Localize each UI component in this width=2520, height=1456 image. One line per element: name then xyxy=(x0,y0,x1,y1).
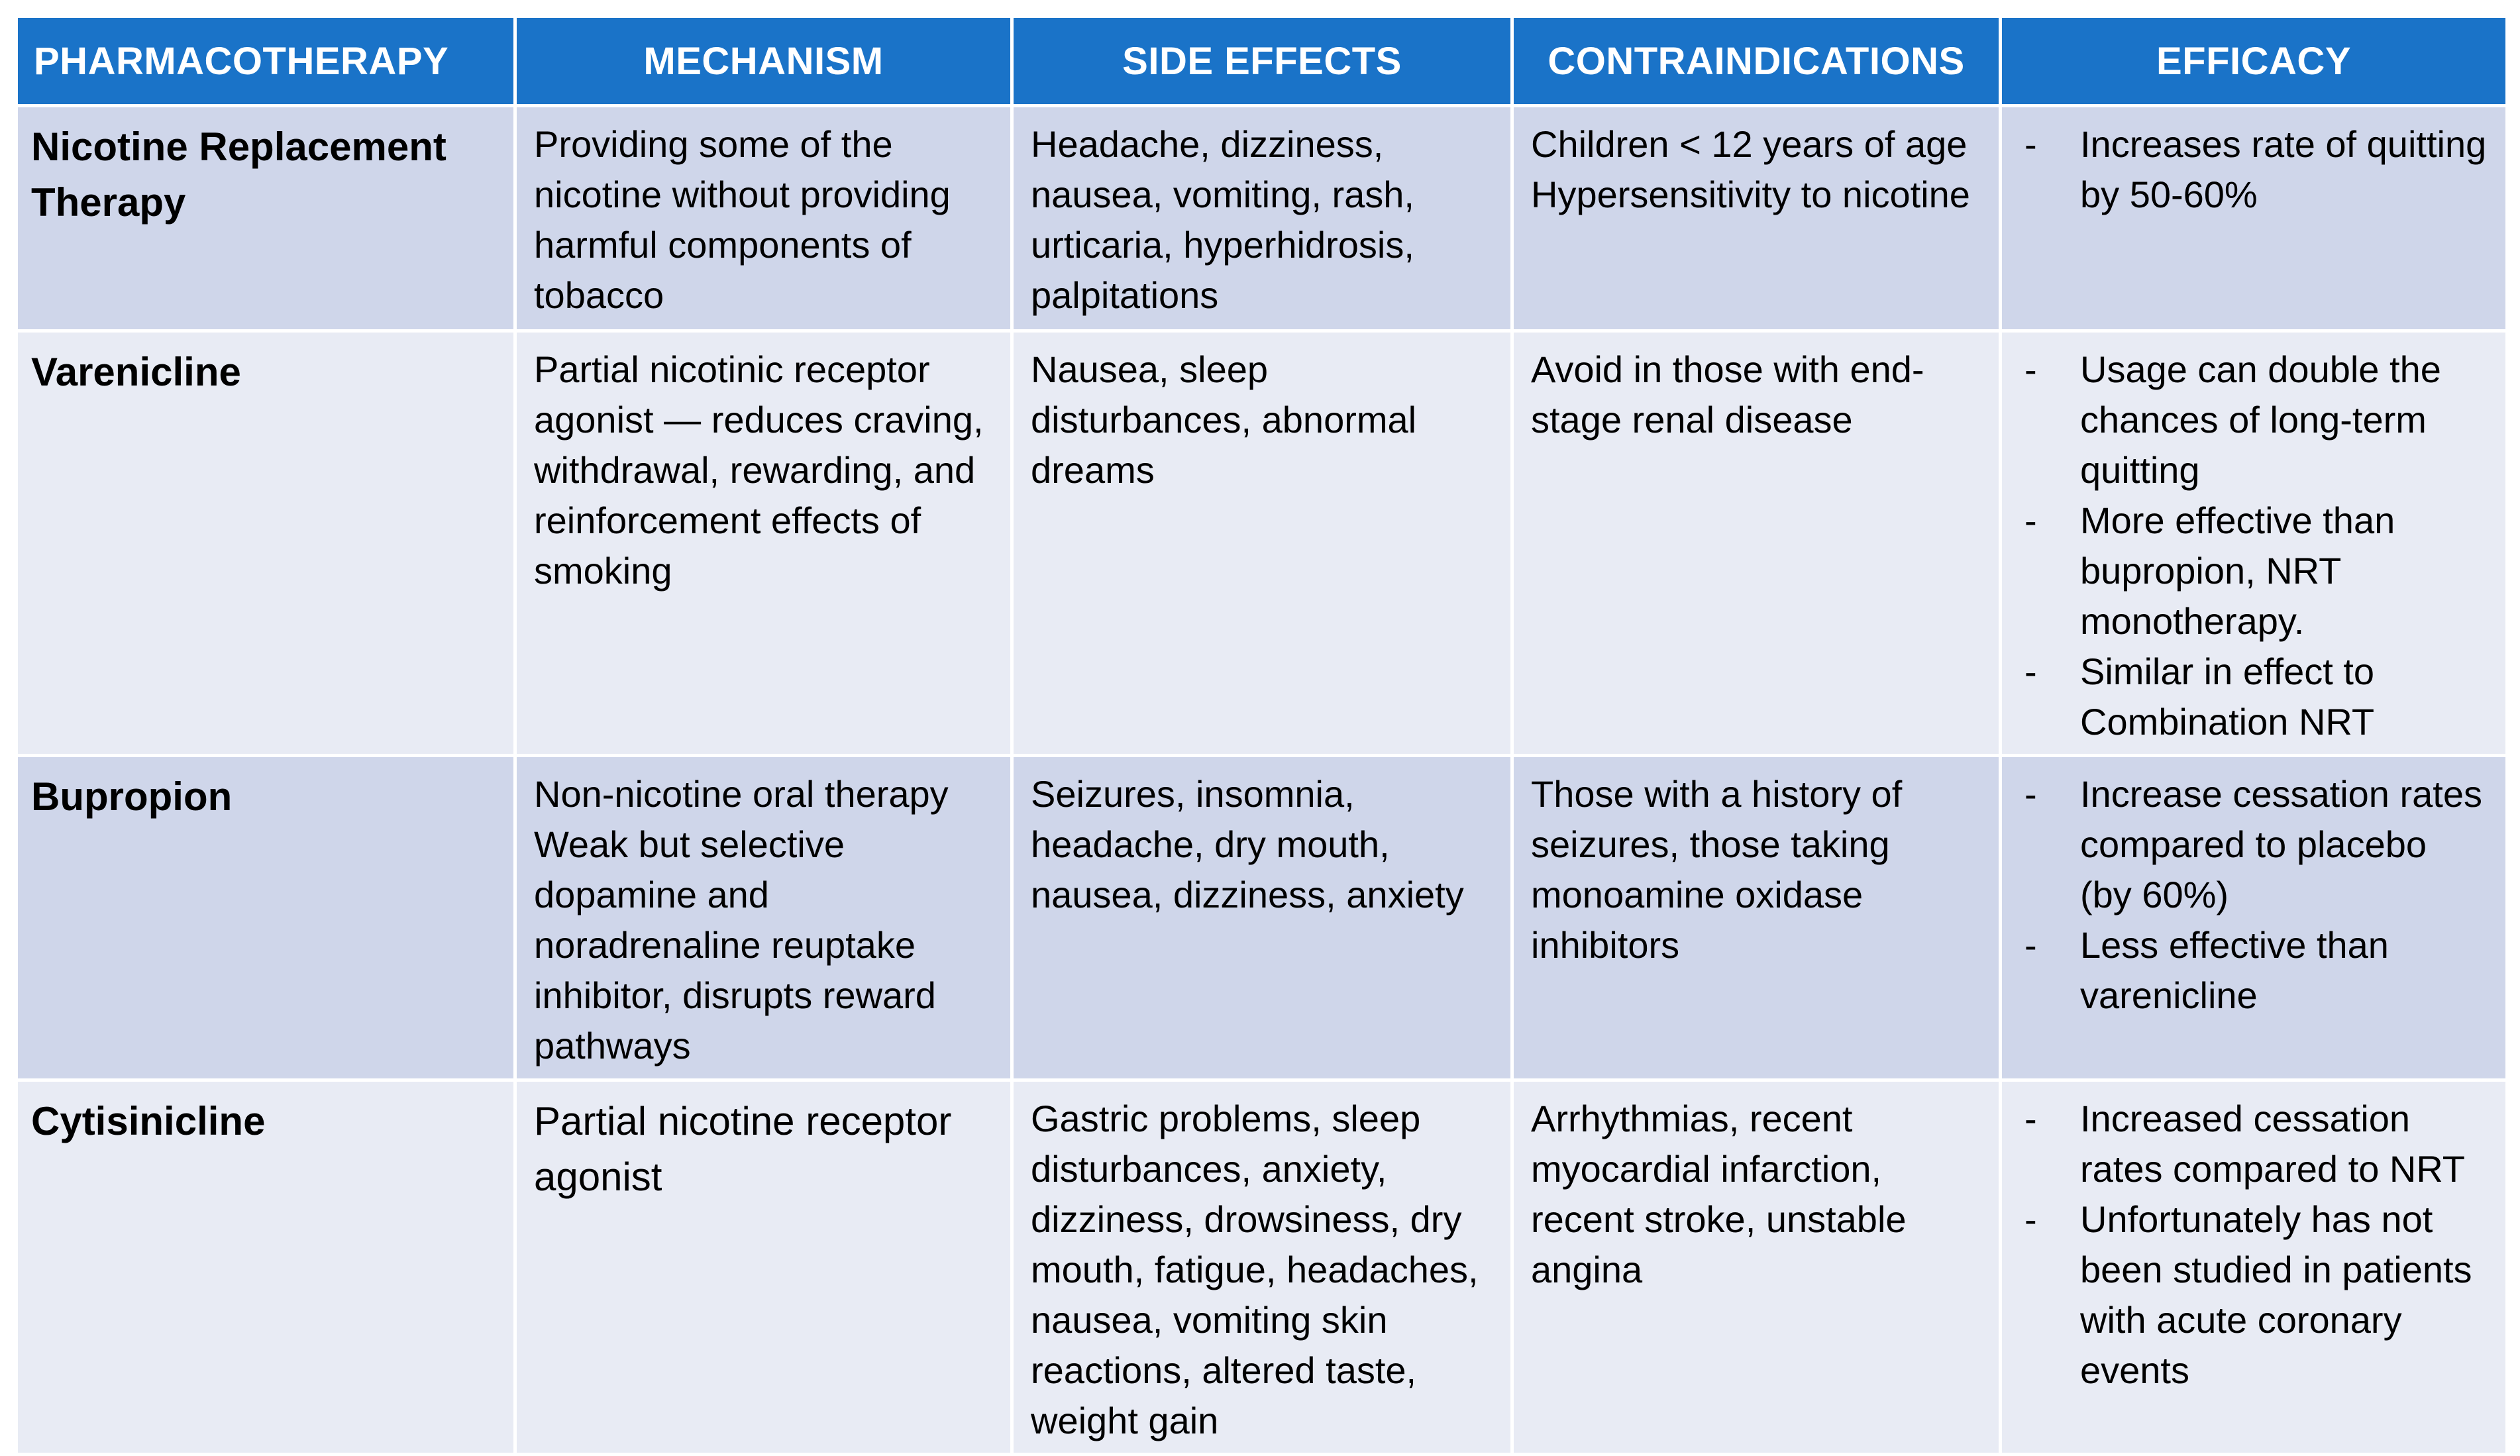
efficacy-list xyxy=(2019,769,2488,1021)
header-row xyxy=(17,17,2507,106)
bullet-dash: - xyxy=(2024,123,2037,165)
side-effects-cell xyxy=(1012,331,1512,756)
bullet-dash: - xyxy=(2024,348,2037,390)
mechanism-cell xyxy=(515,106,1012,331)
efficacy-list xyxy=(2019,119,2488,220)
bullet-dash: - xyxy=(2024,650,2037,692)
header-contraindications: CONTRAINDICATIONS xyxy=(1512,17,2001,106)
table-row xyxy=(17,106,2507,331)
efficacy-list xyxy=(2019,1094,2488,1396)
efficacy-text: Increases rate of quitting by 50-60% xyxy=(2080,123,2487,215)
efficacy-item xyxy=(2019,119,2488,220)
contraindications-cell xyxy=(1512,1080,2001,1455)
efficacy-item xyxy=(2019,1094,2488,1194)
drug-name-cell: Cytisinicline xyxy=(17,1080,515,1455)
side-effects-cell xyxy=(1012,1080,1512,1455)
efficacy-text: More effective than bupropion, NRT monotherapy. xyxy=(2080,499,2395,642)
efficacy-cell xyxy=(2001,331,2507,756)
side-effects-text: Gastric problems, sleep disturbances, anxiety, dizziness, drowsiness, dry mouth, fatigue, headaches, nausea, vomiting skin reactions, altered taste, weight gain xyxy=(1031,1098,1479,1441)
efficacy-cell xyxy=(2001,756,2507,1080)
table-header xyxy=(17,17,2507,106)
efficacy-cell xyxy=(2001,106,2507,331)
mechanism-cell xyxy=(515,756,1012,1080)
efficacy-text: Unfortunately has not been studied in patients with acute coronary events xyxy=(2080,1198,2472,1391)
drug-name-cell: Nicotine Replacement Therapy xyxy=(17,106,515,331)
efficacy-text: Usage can double the chances of long-term quitting xyxy=(2080,348,2441,491)
bullet-dash: - xyxy=(2024,924,2037,966)
pharmacotherapy-table xyxy=(15,15,2509,1456)
efficacy-item xyxy=(2019,344,2488,495)
contraindication-text: Avoid in those with end-stage renal disease xyxy=(1531,348,1924,441)
efficacy-item xyxy=(2019,647,2488,747)
side-effects-cell xyxy=(1012,756,1512,1080)
mechanism-text: Weak but selective dopamine and noradrenaline reuptake inhibitor, disrupts reward pathways xyxy=(534,823,936,1066)
efficacy-text: Increased cessation rates compared to NRT xyxy=(2080,1098,2465,1190)
contraindications-cell xyxy=(1512,106,2001,331)
mechanism-cell xyxy=(515,331,1012,756)
table-row xyxy=(17,331,2507,756)
mechanism-text: Partial nicotine receptor agonist xyxy=(534,1099,952,1199)
contraindication-text: Arrhythmias, recent myocardial infarction, recent stroke, unstable angina xyxy=(1531,1098,1907,1290)
header-side-effects: SIDE EFFECTS xyxy=(1012,17,1512,106)
mechanism-text: Providing some of the nicotine without providing harmful components of tobacco xyxy=(534,123,951,316)
mechanism-text: Partial nicotinic receptor agonist — reduces craving, withdrawal, rewarding, and reinforcement effects of smoking xyxy=(534,348,984,592)
contraindications-cell xyxy=(1512,331,2001,756)
contraindication-text: Those with a history of seizures, those taking monoamine oxidase inhibitors xyxy=(1531,773,1903,966)
efficacy-text: Less effective than varenicline xyxy=(2080,924,2389,1016)
side-effects-cell xyxy=(1012,106,1512,331)
mechanism-cell xyxy=(515,1080,1012,1455)
efficacy-cell xyxy=(2001,1080,2507,1455)
bullet-dash: - xyxy=(2024,773,2037,815)
efficacy-item xyxy=(2019,920,2488,1021)
drug-name-cell: Varenicline xyxy=(17,331,515,756)
efficacy-item xyxy=(2019,1194,2488,1396)
efficacy-list xyxy=(2019,344,2488,747)
mechanism-text: Non-nicotine oral therapy xyxy=(534,773,949,815)
table-body xyxy=(17,106,2507,1455)
table-row xyxy=(17,1080,2507,1455)
drug-name-cell: Bupropion xyxy=(17,756,515,1080)
bullet-dash: - xyxy=(2024,1098,2037,1139)
contraindication-text: Children < 12 years of age xyxy=(1531,123,1968,165)
side-effects-text: Nausea, sleep disturbances, abnormal dreams xyxy=(1031,348,1417,491)
efficacy-item xyxy=(2019,495,2488,647)
efficacy-text: Increase cessation rates compared to placebo (by 60%) xyxy=(2080,773,2482,915)
header-pharmacotherapy: PHARMACOTHERAPY xyxy=(17,17,515,106)
contraindications-cell xyxy=(1512,756,2001,1080)
table-row xyxy=(17,756,2507,1080)
header-mechanism: MECHANISM xyxy=(515,17,1012,106)
side-effects-text: Seizures, insomnia, headache, dry mouth, nausea, dizziness, anxiety xyxy=(1031,773,1464,915)
efficacy-item xyxy=(2019,769,2488,920)
contraindication-text: Hypersensitivity to nicotine xyxy=(1531,174,1970,215)
efficacy-text: Similar in effect to Combination NRT xyxy=(2080,650,2375,743)
bullet-dash: - xyxy=(2024,499,2037,541)
pharmacotherapy-table-wrapper xyxy=(15,15,2505,1441)
bullet-dash: - xyxy=(2024,1198,2037,1240)
header-efficacy: EFFICACY xyxy=(2001,17,2507,106)
side-effects-text: Headache, dizziness, nausea, vomiting, rash, urticaria, hyperhidrosis, palpitations xyxy=(1031,123,1414,316)
